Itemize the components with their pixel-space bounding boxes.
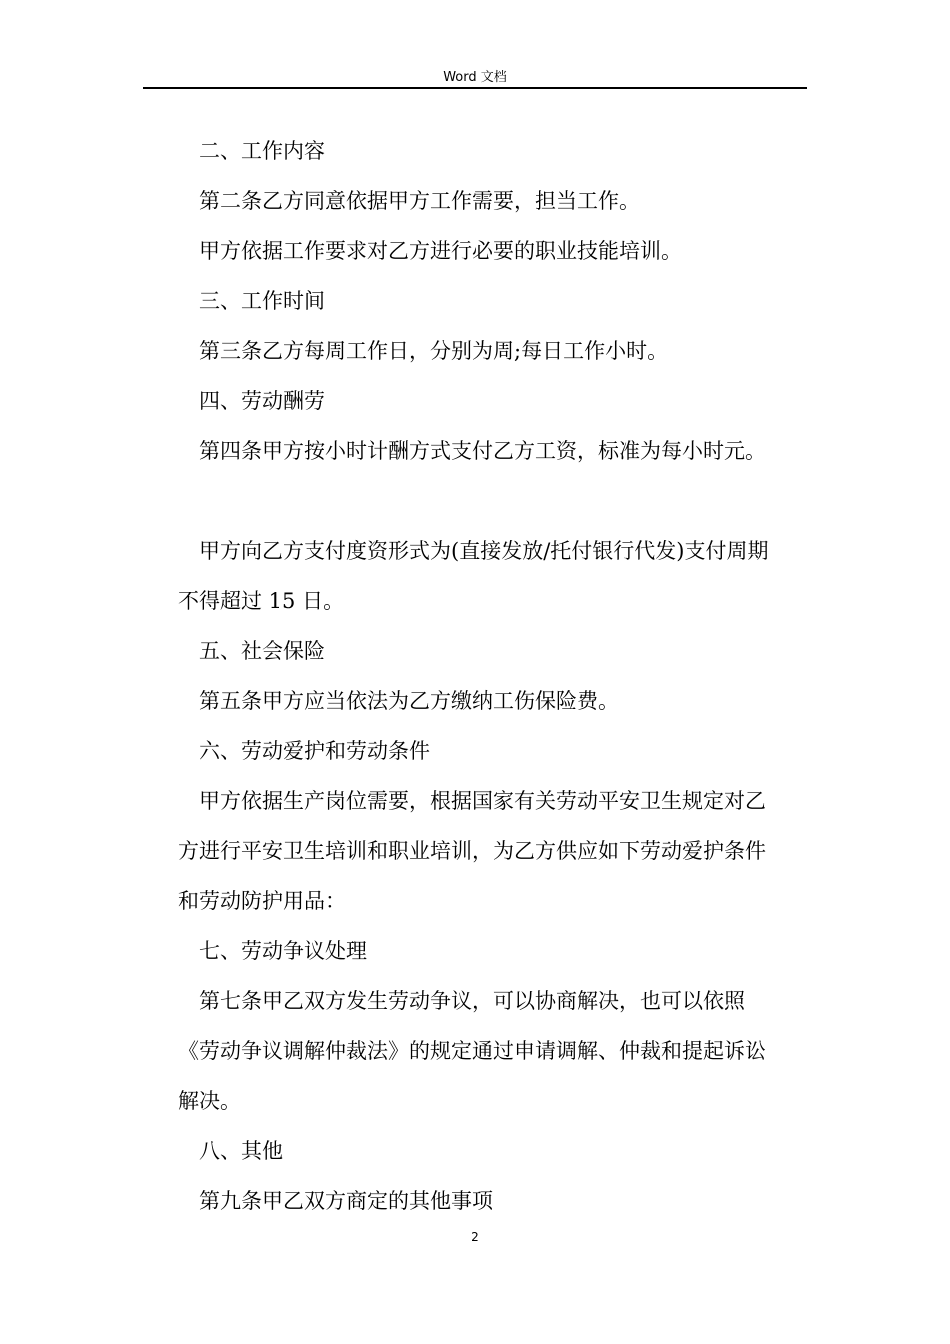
header-divider bbox=[143, 87, 807, 89]
section-heading-remuneration: 四、劳动酬劳 bbox=[199, 389, 325, 413]
section-heading-other: 八、其他 bbox=[199, 1139, 283, 1163]
article-4: 第四条甲方按小时计酬方式支付乙方工资，标准为每小时元。 bbox=[199, 439, 766, 463]
section-heading-dispute: 七、劳动争议处理 bbox=[199, 939, 367, 963]
payment-paragraph-line-2: 不得超过 15 日。 bbox=[178, 589, 345, 613]
page-header: Word 文档 bbox=[443, 70, 507, 85]
blank-line bbox=[178, 476, 808, 526]
document-body bbox=[178, 126, 808, 1226]
protection-paragraph-line-2: 方进行平安卫生培训和职业培训，为乙方供应如下劳动爱护条件 bbox=[178, 839, 766, 863]
article-9: 第九条甲乙双方商定的其他事项 bbox=[199, 1189, 493, 1213]
article-7-line-2: 《劳动争议调解仲裁法》的规定通过申请调解、仲裁和提起诉讼 bbox=[178, 1039, 766, 1063]
article-2: 第二条乙方同意依据甲方工作需要，担当工作。 bbox=[199, 189, 640, 213]
section-heading-social-insurance: 五、社会保险 bbox=[199, 639, 325, 663]
section-heading-work-content: 二、工作内容 bbox=[199, 139, 325, 163]
payment-paragraph-line-1: 甲方向乙方支付度资形式为(直接发放/托付银行代发)支付周期 bbox=[199, 539, 769, 563]
page-number: 2 bbox=[471, 1230, 479, 1244]
protection-paragraph-line-1: 甲方依据生产岗位需要，根据国家有关劳动平安卫生规定对乙 bbox=[199, 789, 766, 813]
article-5: 第五条甲方应当依法为乙方缴纳工伤保险费。 bbox=[199, 689, 619, 713]
article-3: 第三条乙方每周工作日，分别为周;每日工作小时。 bbox=[199, 339, 669, 363]
section-heading-labor-protection: 六、劳动爱护和劳动条件 bbox=[199, 739, 430, 763]
article-7-line-1: 第七条甲乙双方发生劳动争议，可以协商解决，也可以依照 bbox=[199, 989, 745, 1013]
article-7-line-3: 解决。 bbox=[178, 1089, 241, 1113]
training-paragraph: 甲方依据工作要求对乙方进行必要的职业技能培训。 bbox=[199, 239, 682, 263]
section-heading-work-time: 三、工作时间 bbox=[199, 289, 325, 313]
protection-paragraph-line-3: 和劳动防护用品： bbox=[178, 889, 346, 913]
